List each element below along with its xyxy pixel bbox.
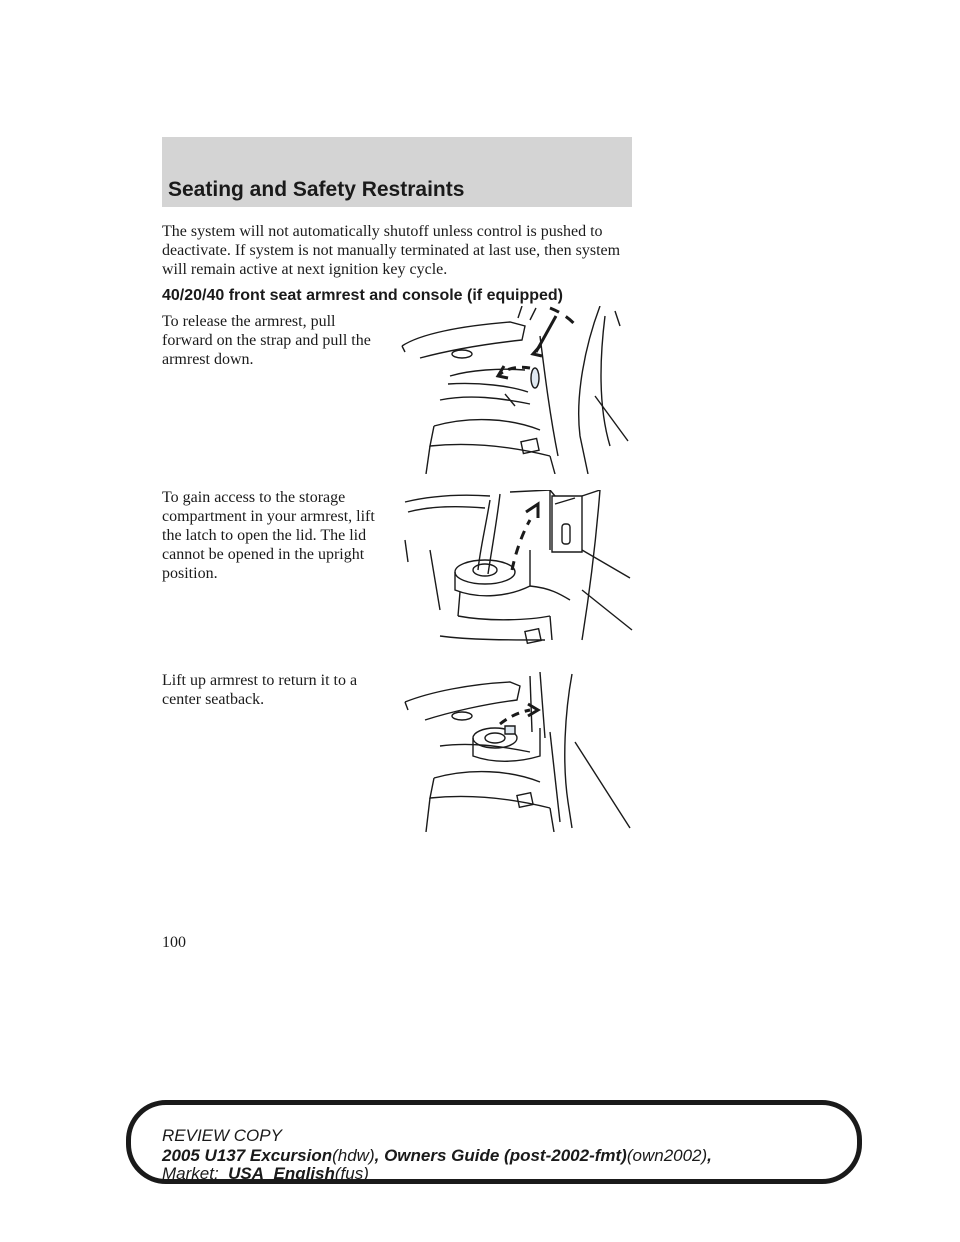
armrest-return-illustration xyxy=(400,672,635,832)
market-label: Market: xyxy=(162,1164,219,1183)
page-number: 100 xyxy=(162,934,186,951)
intro-paragraph: The system will not automatically shutoff unless control is pushed to deactivate. If system is not manually terminated at last use, then system will remain active at next ignition key cycle. xyxy=(162,223,621,278)
guide-title: Owners Guide (post-2002-fmt) xyxy=(384,1146,627,1165)
step-return-armrest: Lift up armrest to return it to a center seatback. xyxy=(162,672,358,708)
vehicle-model: 2005 U137 Excursion xyxy=(162,1146,333,1165)
vehicle-model-code: (hdw) xyxy=(332,1146,375,1165)
armrest-heading: 40/20/40 front seat armrest and console (if equipped) xyxy=(162,287,563,304)
vehicle-guide-line xyxy=(162,1146,712,1166)
market-value: USA_English xyxy=(228,1164,335,1183)
armrest-release-illustration xyxy=(400,306,635,474)
separator: , xyxy=(374,1146,385,1165)
review-copy-label: REVIEW COPY xyxy=(162,1126,282,1145)
market-code: (fus) xyxy=(334,1164,369,1183)
guide-code: (own2002) xyxy=(626,1146,708,1165)
step-storage-access: To gain access to the storage compartment in your armrest, lift the latch to open the lid. The lid cannot be opened in the upright position. xyxy=(162,489,375,582)
step-release-armrest: To release the armrest, pull forward on the strap and pull the armrest down. xyxy=(162,313,371,368)
separator: , xyxy=(707,1146,712,1165)
section-title: Seating and Safety Restraints xyxy=(168,178,465,201)
storage-compartment-illustration xyxy=(400,490,635,656)
market-line xyxy=(162,1164,369,1184)
